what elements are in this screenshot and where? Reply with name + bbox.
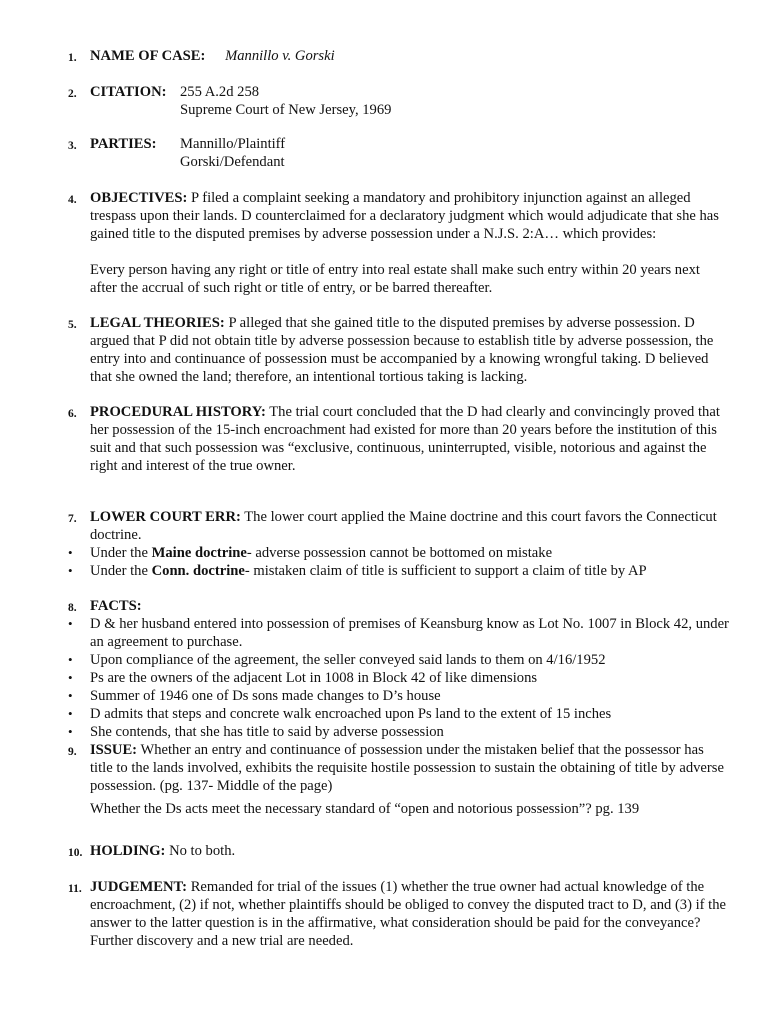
section-label: PROCEDURAL HISTORY: — [90, 404, 266, 420]
citation-reporter: 255 A.2d 258 — [180, 84, 260, 100]
facts — [90, 597, 730, 615]
section-label: PARTIES: — [90, 136, 157, 152]
lower-court-err — [90, 508, 730, 544]
section-number: 1. — [68, 52, 77, 64]
section-number: 2. — [68, 88, 77, 100]
section-label: FACTS: — [90, 598, 142, 614]
holding-text: No to both. — [169, 843, 236, 859]
section-number: 10. — [68, 847, 83, 859]
judgement-text: Remanded for trial of the issues (1) whether the true owner had actual knowledge of the encroachment, (2) if not, whether plaintiffs should be obliged to convey the disputed tract to D, and (3) if the answer to the latter question is in the affirmative, what consideration should be paid for the conveyance? Further discovery and a new trial are needed. — [90, 879, 727, 949]
judgement — [90, 878, 730, 950]
legal-theories — [90, 314, 730, 386]
defendant: Gorski/Defendant — [180, 154, 285, 170]
issue-second: Whether the Ds acts meet the necessary standard of “open and notorious possession”? pg. 139 — [90, 801, 640, 817]
section-label: LOWER COURT ERR: — [90, 509, 241, 525]
procedural-history-text: The trial court concluded that the D had clearly and convincingly proved that her possession of the 15-inch encroachment had existed for more than 20 years before the institution of this suit and that such possession was “exclusive, continuous, uninterrupted, visible, notorious and against the right and interest of the true owner. — [90, 404, 720, 474]
maine-doctrine-bullet — [90, 544, 730, 562]
section-number: 9. — [68, 746, 77, 758]
bullet: • — [68, 616, 73, 631]
section-label: JUDGEMENT: — [90, 879, 188, 895]
bullet: • — [68, 688, 73, 703]
issue-text: Whether an entry and continuance of possession under the mistaken belief that the possessor has title to the lands involved, exhibits the requisite hostile possession to sustain the obtaining of title by adverse possession. (pg. 137- Middle of the page) — [90, 742, 724, 794]
section-label: HOLDING: — [90, 843, 166, 859]
conn-doctrine-bullet — [90, 562, 730, 580]
bullet: • — [68, 670, 73, 685]
bullet-text: - mistaken claim of title is sufficient to support a claim of title by AP — [244, 563, 647, 579]
section-label: ISSUE: — [90, 742, 138, 758]
citation-court: Supreme Court of New Jersey, 1969 — [180, 102, 392, 118]
issue — [90, 741, 730, 795]
bullet: • — [68, 724, 73, 739]
fact-item: She contends, that she has title to said by adverse possession — [90, 724, 444, 740]
holding — [90, 842, 730, 860]
legal-theories-text: P alleged that she gained title to the disputed premises by adverse possession. D argued that P did not obtain title by adverse possession because to establish title by adverse possession, the entry into and continuance of possession must be accompanied by a knowing wrongful taking. D believed that she owned the land; therefore, an intentional tortious taking is lacking. — [90, 315, 714, 385]
bullet-prefix: Under the — [90, 545, 152, 561]
section-number: 7. — [68, 513, 77, 525]
section-number: 5. — [68, 319, 77, 331]
name-of-case — [90, 47, 730, 65]
section-label: CITATION: — [90, 84, 167, 100]
section-number: 6. — [68, 408, 77, 420]
bullet: • — [68, 545, 73, 560]
fact-item: D & her husband entered into possession of premises of Keansburg know as Lot No. 1007 in Block 42, under an agreement to purchase. — [90, 616, 729, 650]
case-name: Mannillo v. Gorski — [225, 48, 335, 64]
section-label: OBJECTIVES: — [90, 190, 188, 206]
section-number: 4. — [68, 194, 77, 206]
objectives-text: P filed a complaint seeking a mandatory and prohibitory injunction against an alleged trespass upon their lands. D counterclaimed for a declaratory judgment which would adjudicate that she has gained title to the disputed premises by adverse possession under a N.J.S. 2:A… which provides: — [90, 190, 719, 242]
fact-item: D admits that steps and concrete walk encroached upon Ps land to the extent of 15 inches — [90, 706, 612, 722]
bullet: • — [68, 563, 73, 578]
bullet-text: - adverse possession cannot be bottomed on mistake — [246, 545, 553, 561]
section-label: LEGAL THEORIES: — [90, 315, 225, 331]
fact-item: Ps are the owners of the adjacent Lot in 1008 in Block 42 of like dimensions — [90, 670, 538, 686]
plaintiff: Mannillo/Plaintiff — [180, 136, 286, 152]
section-number: 8. — [68, 602, 77, 614]
section-label: NAME OF CASE: — [90, 48, 206, 64]
doctrine-name: Conn. doctrine — [151, 563, 245, 579]
objectives — [90, 189, 730, 243]
statute-quote: Every person having any right or title of entry into real estate shall make such entry within 20 years next after the accrual of such right or title of entry, or be barred thereafter. — [90, 262, 700, 296]
bullet: • — [68, 706, 73, 721]
section-number: 11. — [68, 883, 82, 895]
procedural-history — [90, 403, 730, 475]
bullet: • — [68, 652, 73, 667]
fact-item: Upon compliance of the agreement, the seller conveyed said lands to them on 4/16/1952 — [90, 652, 606, 668]
section-number: 3. — [68, 140, 77, 152]
doctrine-name: Maine doctrine — [151, 545, 247, 561]
bullet-prefix: Under the — [90, 563, 152, 579]
lower-court-err-text: The lower court applied the Maine doctrine and this court favors the Connecticut doctrine. — [90, 509, 717, 543]
fact-item: Summer of 1946 one of Ds sons made changes to D’s house — [90, 688, 441, 704]
